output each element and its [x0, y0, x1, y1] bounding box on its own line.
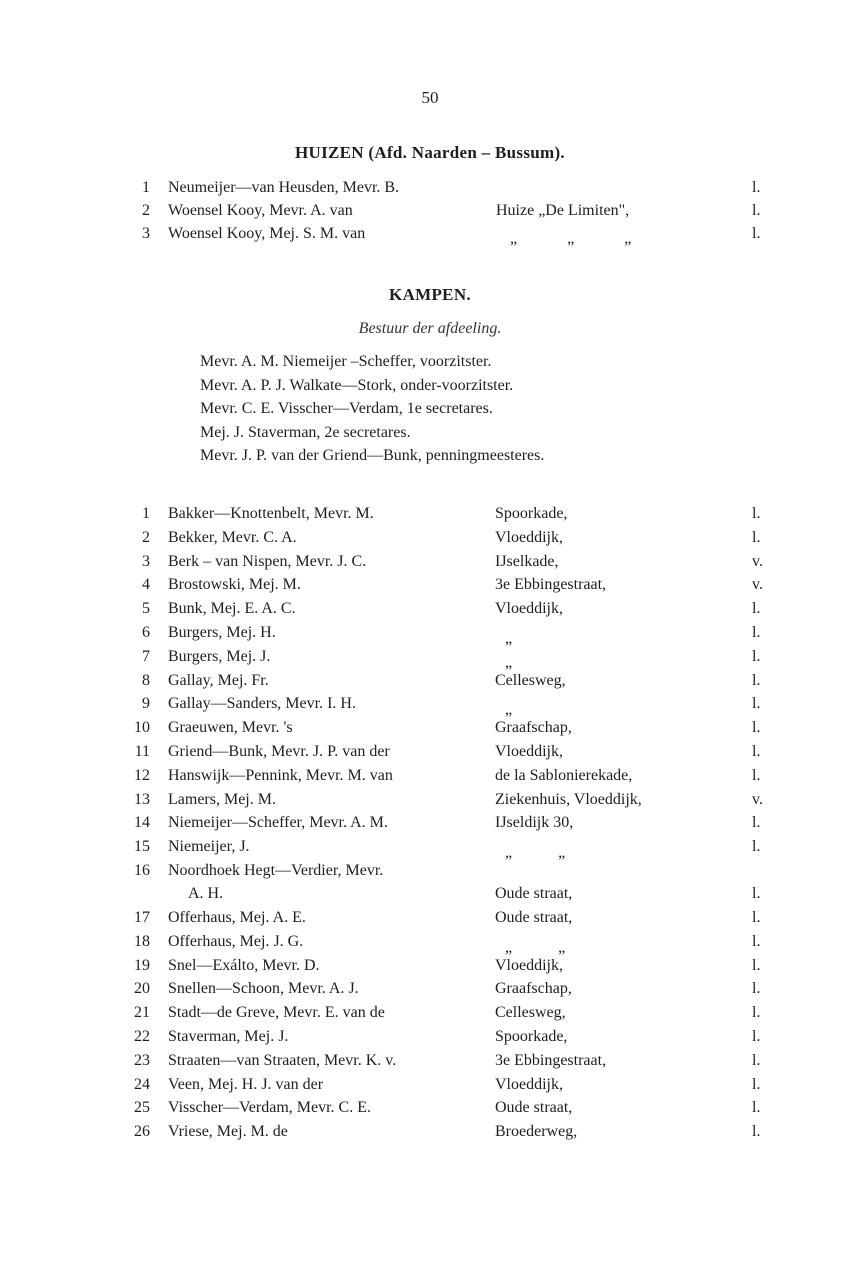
member-number: 13 [134, 790, 150, 808]
member-number: 2 [142, 202, 150, 219]
member-address: IJseldijk 30, [495, 814, 574, 832]
member-code: l. [752, 1075, 761, 1093]
member-code: l. [752, 695, 761, 713]
member-number: 26 [134, 1123, 150, 1141]
member-row [0, 791, 860, 815]
member-name: Visscher—Verdam, Mevr. C. E. [168, 1099, 371, 1117]
member-name: Snellen—Schoon, Mevr. A. J. [168, 980, 359, 998]
member-address: Vloeddijk, [495, 528, 563, 546]
member-number: 14 [134, 814, 150, 832]
member-address: Cellesweg, [495, 671, 566, 689]
member-address: Graafschap, [495, 719, 572, 737]
member-row [0, 1052, 860, 1076]
member-number: 23 [134, 1051, 150, 1069]
section-title-kampen: KAMPEN. [389, 285, 471, 304]
member-row [0, 933, 860, 957]
member-address-ditto: „ [505, 701, 513, 719]
member-row [0, 179, 860, 202]
member-number: 20 [134, 980, 150, 998]
member-row [0, 624, 860, 648]
member-row [0, 909, 860, 933]
board-member: Mevr. A. P. J. Walkate—Stork, onder-voorzitster. [200, 376, 514, 394]
member-code: l. [752, 1123, 761, 1141]
member-code: l. [752, 179, 761, 196]
member-address: Spoorkade, [495, 1027, 568, 1045]
member-number: 24 [134, 1075, 150, 1093]
member-code: v. [752, 790, 763, 808]
section-title-huizen: HUIZEN (Afd. Naarden – Bussum). [294, 143, 565, 162]
member-row [0, 600, 860, 624]
member-code: l. [752, 884, 761, 902]
member-code: l. [752, 1051, 761, 1069]
member-address: Vloeddijk, [495, 1075, 563, 1093]
member-code: l. [752, 623, 761, 641]
member-row [0, 957, 860, 981]
member-row [0, 1076, 860, 1100]
member-number: 12 [134, 766, 150, 784]
member-address-ditto: „ [505, 653, 513, 671]
member-row [0, 980, 860, 1004]
member-code: l. [752, 1004, 761, 1022]
member-name: Noordhoek Hegt—Verdier, Mevr. [168, 861, 384, 879]
member-number: 3 [142, 552, 150, 570]
member-address: IJselkade, [495, 552, 559, 570]
member-name: Offerhaus, Mej. J. G. [168, 932, 304, 950]
member-code: l. [752, 600, 761, 618]
board-member: Mevr. C. E. Visscher—Verdam, 1e secretares. [200, 400, 493, 417]
member-row [0, 1028, 860, 1052]
member-row [0, 225, 860, 248]
member-name: Veen, Mej. H. J. van der [168, 1075, 324, 1093]
member-address: Vloeddijk, [495, 742, 563, 760]
member-name: Neumeijer—van Heusden, Mevr. B. [168, 179, 400, 196]
member-number: 1 [142, 179, 150, 196]
member-code: l. [752, 1099, 761, 1117]
member-name: Brostowski, Mej. M. [168, 576, 301, 594]
member-code: l. [752, 671, 761, 689]
member-address: Huize „De Limiten", [496, 202, 630, 219]
member-address: Vloeddijk, [495, 956, 563, 974]
member-name: Graeuwen, Mevr. 's [168, 719, 293, 737]
member-name: Bunk, Mej. E. A. C. [168, 600, 296, 618]
board-subtitle: Bestuur der afdeeling. [358, 320, 502, 337]
member-address: Graafschap, [495, 980, 572, 998]
member-name: Woensel Kooy, Mej. S. M. van [168, 225, 366, 242]
member-name: Lamers, Mej. M. [168, 790, 276, 808]
member-name: Vriese, Mej. M. de [168, 1123, 288, 1141]
member-number: 2 [142, 528, 150, 546]
member-row [0, 648, 860, 672]
member-code: l. [752, 719, 761, 737]
member-row [0, 1099, 860, 1123]
member-address: de la Sablonierekade, [495, 766, 633, 784]
board-member: Mej. J. Staverman, 2e secretares. [200, 423, 411, 441]
member-name: Niemeijer—Scheffer, Mevr. A. M. [168, 814, 388, 832]
member-name: Stadt—de Greve, Mevr. E. van de [168, 1004, 385, 1022]
member-address: Vloeddijk, [495, 600, 563, 618]
member-row [0, 767, 860, 791]
member-number: 22 [134, 1027, 150, 1045]
member-number: 7 [142, 647, 150, 665]
member-code: l. [752, 528, 761, 546]
member-number: 4 [142, 576, 150, 594]
member-code: l. [752, 956, 761, 974]
member-name: Bekker, Mevr. C. A. [168, 528, 297, 546]
member-row [0, 1004, 860, 1028]
member-number: 1 [142, 505, 150, 522]
member-code: l. [752, 742, 761, 760]
member-code: l. [752, 505, 761, 522]
member-code: l. [752, 932, 761, 950]
member-name: Burgers, Mej. H. [168, 623, 276, 641]
member-row [0, 695, 860, 719]
member-name: Offerhaus, Mej. A. E. [168, 908, 306, 926]
member-code: l. [752, 1027, 761, 1045]
member-number: 21 [134, 1004, 150, 1022]
board-member: Mevr. J. P. van der Griend—Bunk, penningmeesteres. [200, 447, 545, 464]
member-code: v. [752, 576, 763, 594]
huizen-member-list [0, 179, 860, 248]
member-address: 3e Ebbingestraat, [495, 1051, 607, 1069]
member-row [0, 862, 860, 909]
member-name-continued: A. H. [188, 884, 224, 902]
member-address: Oude straat, [495, 1099, 573, 1117]
member-number: 16 [134, 861, 150, 879]
member-address-ditto: „ „ [505, 844, 566, 862]
member-name: Burgers, Mej. J. [168, 647, 271, 665]
member-address: Ziekenhuis, Vloeddijk, [495, 790, 642, 808]
member-address-ditto: „ „ „ [510, 230, 632, 247]
member-name: Gallay, Mej. Fr. [168, 671, 269, 689]
member-row [0, 1123, 860, 1147]
member-code: l. [752, 980, 761, 998]
member-row [0, 814, 860, 838]
member-code: v. [752, 552, 763, 570]
member-row [0, 505, 860, 529]
member-number: 6 [142, 623, 150, 641]
member-number: 9 [142, 695, 150, 713]
member-row [0, 202, 860, 225]
member-number: 5 [142, 600, 150, 618]
member-row [0, 719, 860, 743]
member-number: 11 [134, 742, 150, 760]
member-name: Gallay—Sanders, Mevr. I. H. [168, 695, 356, 713]
member-name: Hanswijk—Pennink, Mevr. M. van [168, 766, 393, 784]
member-number: 25 [134, 1099, 150, 1117]
member-row [0, 576, 860, 600]
member-number: 8 [142, 671, 150, 689]
member-code: l. [752, 908, 761, 926]
member-name: Berk – van Nispen, Mevr. J. C. [168, 552, 367, 570]
member-address-ditto: „ „ [505, 938, 566, 956]
member-code: l. [752, 838, 761, 856]
member-address: Oude straat, [495, 884, 573, 902]
member-number: 10 [134, 719, 150, 737]
member-row [0, 529, 860, 553]
member-address: Oude straat, [495, 908, 573, 926]
member-address: 3e Ebbingestraat, [495, 576, 607, 594]
member-address: Cellesweg, [495, 1004, 566, 1022]
member-row [0, 743, 860, 767]
member-number: 19 [134, 956, 150, 974]
member-number: 17 [134, 908, 150, 926]
member-name: Bakker—Knottenbelt, Mevr. M. [168, 505, 374, 522]
member-name: Niemeijer, J. [168, 838, 250, 856]
member-code: l. [752, 225, 761, 242]
member-row [0, 838, 860, 862]
member-address: Spoorkade, [495, 505, 568, 522]
page-number: 50 [421, 88, 439, 107]
member-number: 3 [142, 225, 150, 242]
member-name: Staverman, Mej. J. [168, 1027, 289, 1045]
member-address: Broederweg, [495, 1123, 578, 1141]
member-row [0, 553, 860, 577]
member-number: 15 [134, 838, 150, 856]
member-row [0, 672, 860, 696]
member-name: Snel—Exálto, Mevr. D. [168, 956, 320, 974]
member-code: l. [752, 647, 761, 665]
member-code: l. [752, 766, 761, 784]
kampen-member-list [0, 505, 860, 1147]
member-name: Griend—Bunk, Mevr. J. P. van der [168, 742, 390, 760]
member-code: l. [752, 202, 761, 219]
member-name: Woensel Kooy, Mevr. A. van [168, 202, 353, 219]
member-number: 18 [134, 932, 150, 950]
board-list [200, 350, 720, 468]
member-code: l. [752, 814, 761, 832]
member-name: Straaten—van Straaten, Mevr. K. v. [168, 1051, 397, 1069]
board-member: Mevr. A. M. Niemeijer –Scheffer, voorzitster. [200, 353, 492, 370]
member-address-ditto: „ [505, 629, 513, 647]
